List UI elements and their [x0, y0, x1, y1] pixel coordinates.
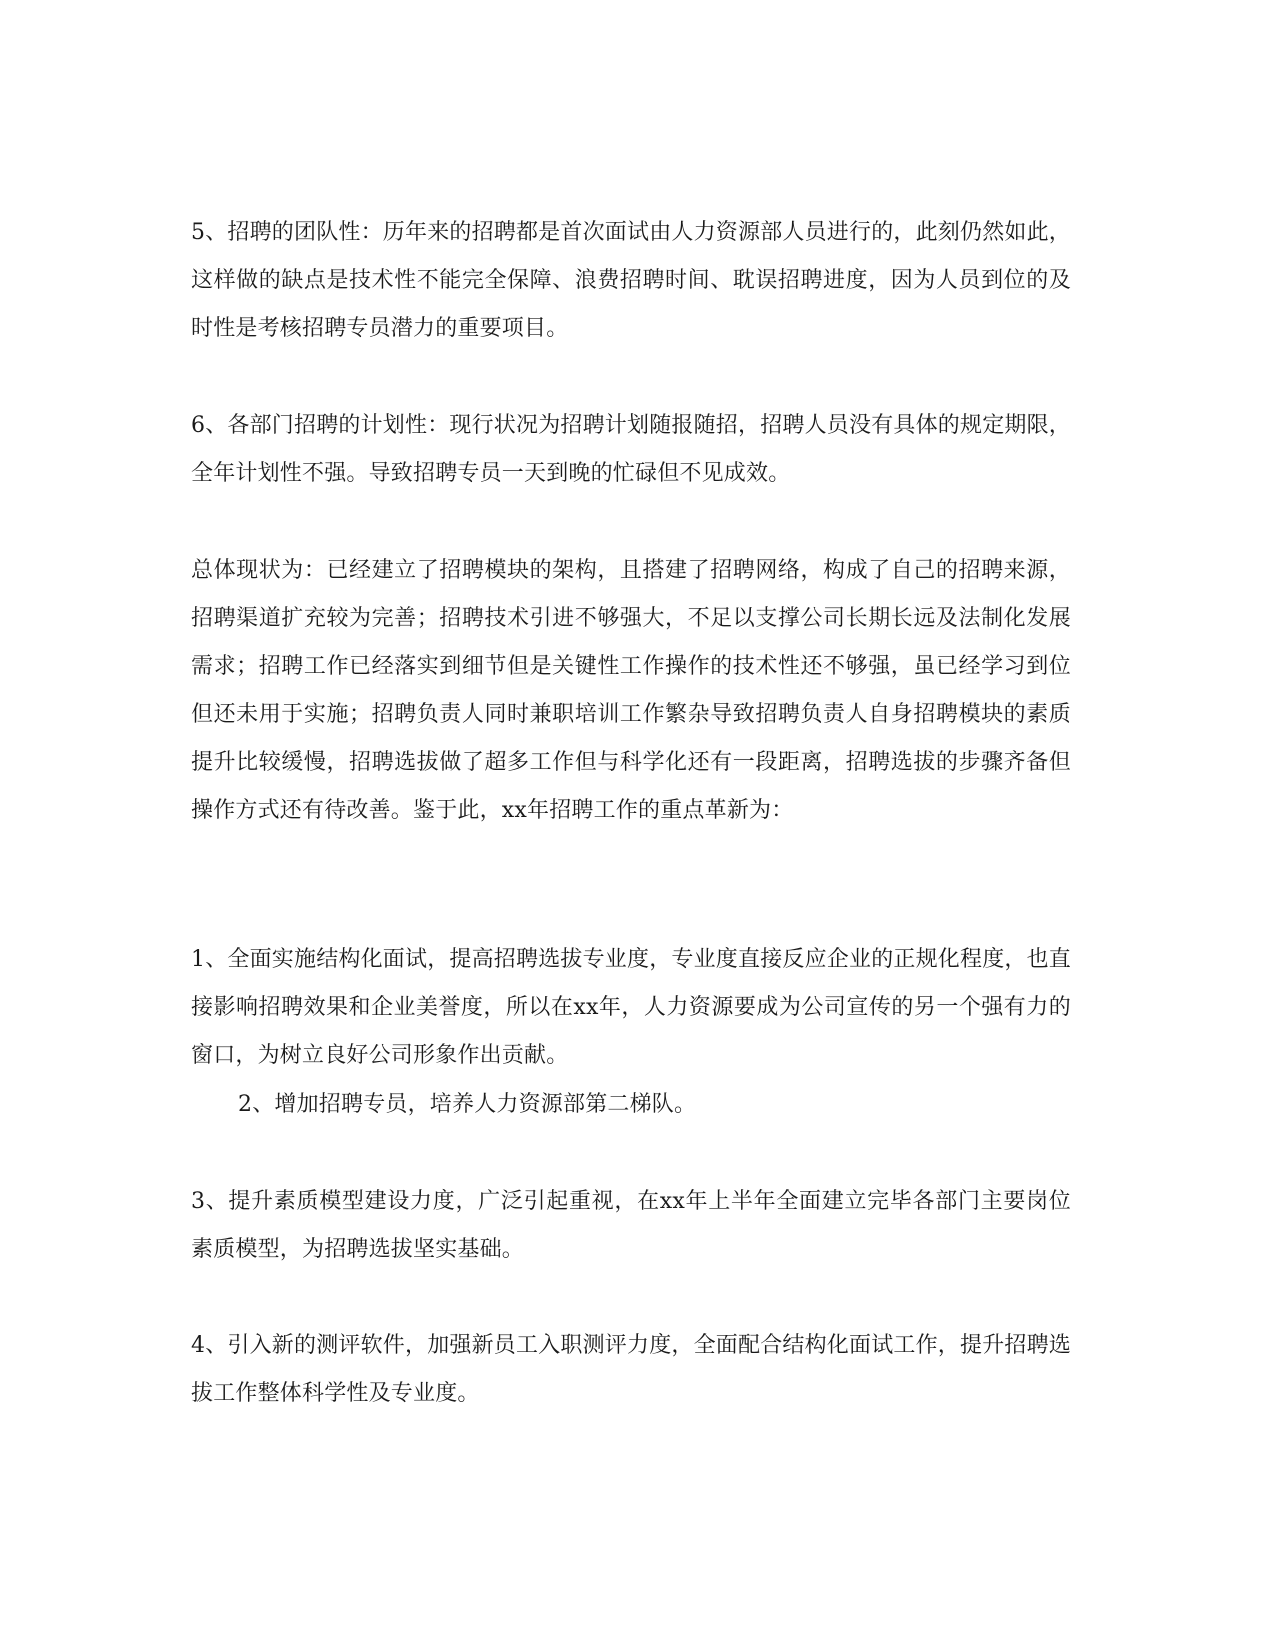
paragraph-recruitment-planning: 6、各部门招聘的计划性：现行状况为招聘计划随报随招，招聘人员没有具体的规定期限，全年计划性不强。导致招聘专员一天到晚的忙碌但不见成效。 — [191, 413, 1071, 486]
paragraph-competency-model: 3、提升素质模型建设力度，广泛引起重视，在xx年上半年全面建立完毕各部门主要岗位素质模型，为招聘选拔坚实基础。 — [191, 1189, 1071, 1262]
paragraph-add-recruiters: 2、增加招聘专员，培养人力资源部第二梯队。 — [238, 1092, 697, 1117]
paragraph-structured-interview: 1、全面实施结构化面试，提高招聘选拔专业度，专业度直接反应企业的正规化程度，也直接影响招聘效果和企业美誉度，所以在xx年，人力资源要成为公司宣传的另一个强有力的窗口，为树立良好公司形象作出贡献。 — [191, 947, 1071, 1068]
paragraph-overall-status: 总体现状为：已经建立了招聘模块的架构，且搭建了招聘网络，构成了自己的招聘来源，招聘渠道扩充较为完善；招聘技术引进不够强大，不足以支撑公司长期长远及法制化发展需求；招聘工作已经落实到细节但是关键性工作操作的技术性还不够强，虽已经学习到位但还未用于实施；招聘负责人同时兼职培训工作繁杂导致招聘负责人自身招聘模块的素质提升比较缓慢，招聘选拔做了超多工作但与科学化还有一段距离，招聘选拔的步骤齐备但操作方式还有待改善。鉴于此，xx年招聘工作的重点革新为： — [191, 558, 1071, 823]
paragraph-assessment-software: 4、引入新的测评软件，加强新员工入职测评力度，全面配合结构化面试工作，提升招聘选拔工作整体科学性及专业度。 — [191, 1333, 1071, 1406]
paragraph-recruitment-teamwork: 5、招聘的团队性：历年来的招聘都是首次面试由人力资源部人员进行的，此刻仍然如此，这样做的缺点是技术性不能完全保障、浪费招聘时间、耽误招聘进度，因为人员到位的及时性是考核招聘专员潜力的重要项目。 — [191, 220, 1071, 341]
